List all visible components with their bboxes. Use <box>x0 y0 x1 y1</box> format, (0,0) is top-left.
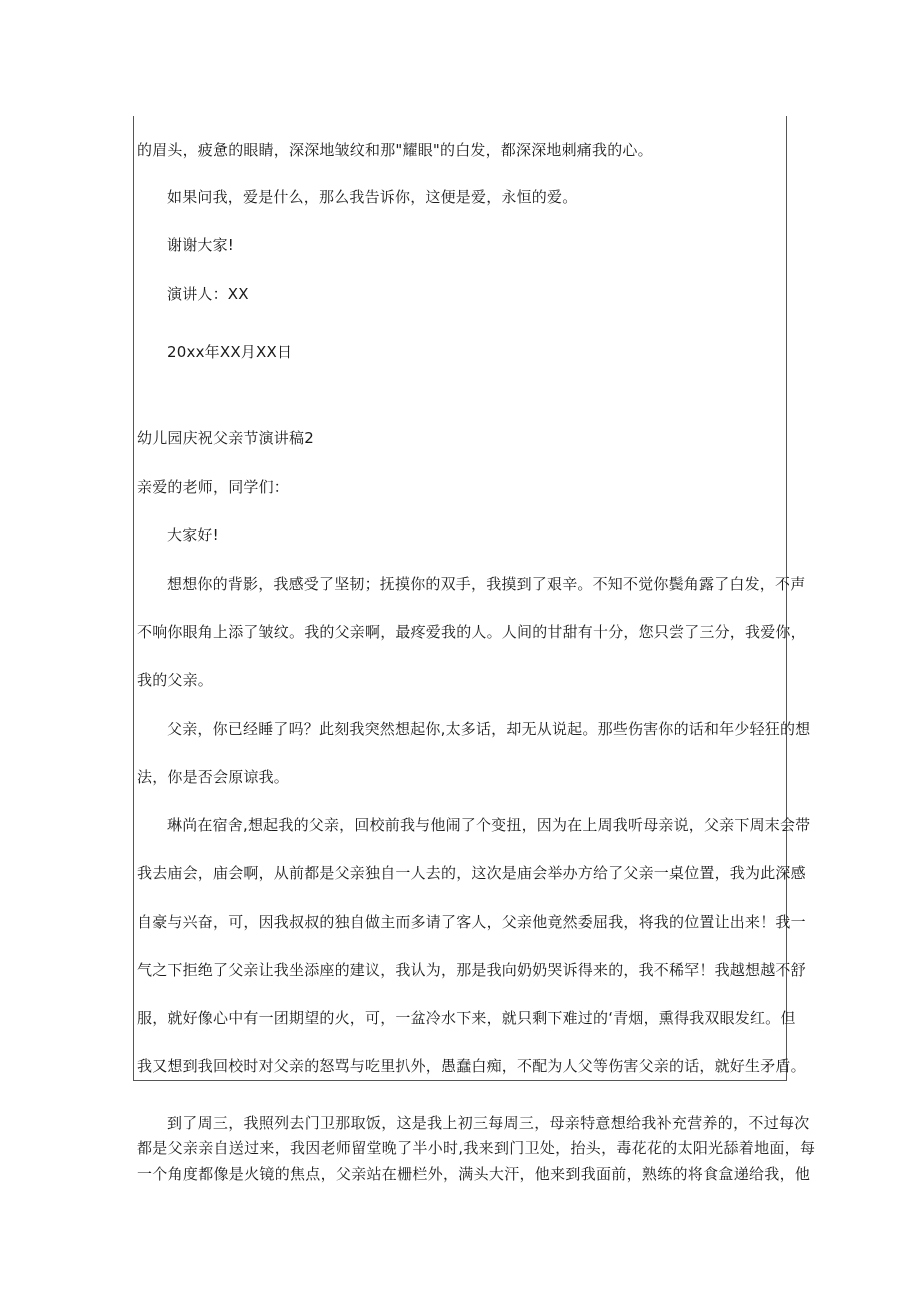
paragraph-line: 想想你的背影，我感受了坚韧；抚摸你的双手，我摸到了艰辛。不知不觉你鬓角露了白发，不声 <box>167 575 806 593</box>
greeting: 大家好! <box>167 526 219 544</box>
paragraph-line: 气之下拒绝了父亲让我坐添座的建议，我认为，那是我向奶奶哭诉得来的，我不稀罕！我越想越不舒 <box>137 961 806 979</box>
paragraph-line: 法，你是否会原谅我。 <box>137 768 290 786</box>
content-box-border <box>133 116 811 1081</box>
paragraph-line: 如果问我，爱是什么，那么我告诉你，这便是爱，永恒的爱。 <box>167 188 578 206</box>
paragraph-line: 不响你眼角上添了皱纹。我的父亲啊，最疼爱我的人。人间的甘甜有十分，您只尝了三分，我爱你， <box>137 623 806 641</box>
speaker-line: 演讲人：XX <box>167 285 249 303</box>
closing-thanks: 谢谢大家! <box>167 236 235 254</box>
paragraph-line: 我去庙会，庙会啊，从前都是父亲独自一人去的，这次是庙会举办方给了父亲一桌位置，我为此深感 <box>137 864 806 882</box>
salutation: 亲爱的老师，同学们： <box>137 478 290 496</box>
paragraph-line: 都是父亲亲自送过来，我因老师留堂晚了半小时,我来到门卫处，抬头，毒花花的太阳光舔着地面，每 <box>137 1139 816 1157</box>
paragraph-line: 的眉头，疲惫的眼睛，深深地皱纹和那"耀眼"的白发，都深深地刺痛我的心。 <box>137 141 653 159</box>
paragraph-line: 我又想到我回校时对父亲的怒骂与吃里扒外，愚蠢白痴，不配为人父等伤害父亲的话，就好生矛盾。 <box>137 1057 806 1075</box>
paragraph-line: 父亲，你已经睡了吗？此刻我突然想起你,太多话，却无从说起。那些伤害你的话和年少轻狂的想 <box>167 720 811 738</box>
paragraph-line: 我的父亲。 <box>137 671 214 689</box>
paragraph-line: 自豪与兴奋，可，因我叔叔的独自做主而多请了客人，父亲他竟然委屈我，将我的位置让出来！我一 <box>137 913 806 931</box>
section-title: 幼儿园庆祝父亲节演讲稿2 <box>137 429 314 447</box>
paragraph-line: 一个角度都像是火镜的焦点，父亲站在栅栏外，满头大汗，他来到我面前，熟练的将食盒递给我，他 <box>137 1165 811 1183</box>
paragraph-line: 到了周三，我照列去门卫那取饭，这是我上初三每周三，母亲特意想给我补充营养的，不过每次 <box>167 1114 810 1132</box>
date-line: 20xx年XX月XX日 <box>167 343 293 361</box>
paragraph-line: 服，就好像心中有一团期望的火，可，一盆冷水下来，就只剩下难过的‘青烟，熏得我双眼发红。但 <box>137 1009 796 1027</box>
paragraph-line: 琳尚在宿舍,想起我的父亲，回校前我与他闹了个变扭，因为在上周我听母亲说，父亲下周末会带 <box>167 816 811 834</box>
